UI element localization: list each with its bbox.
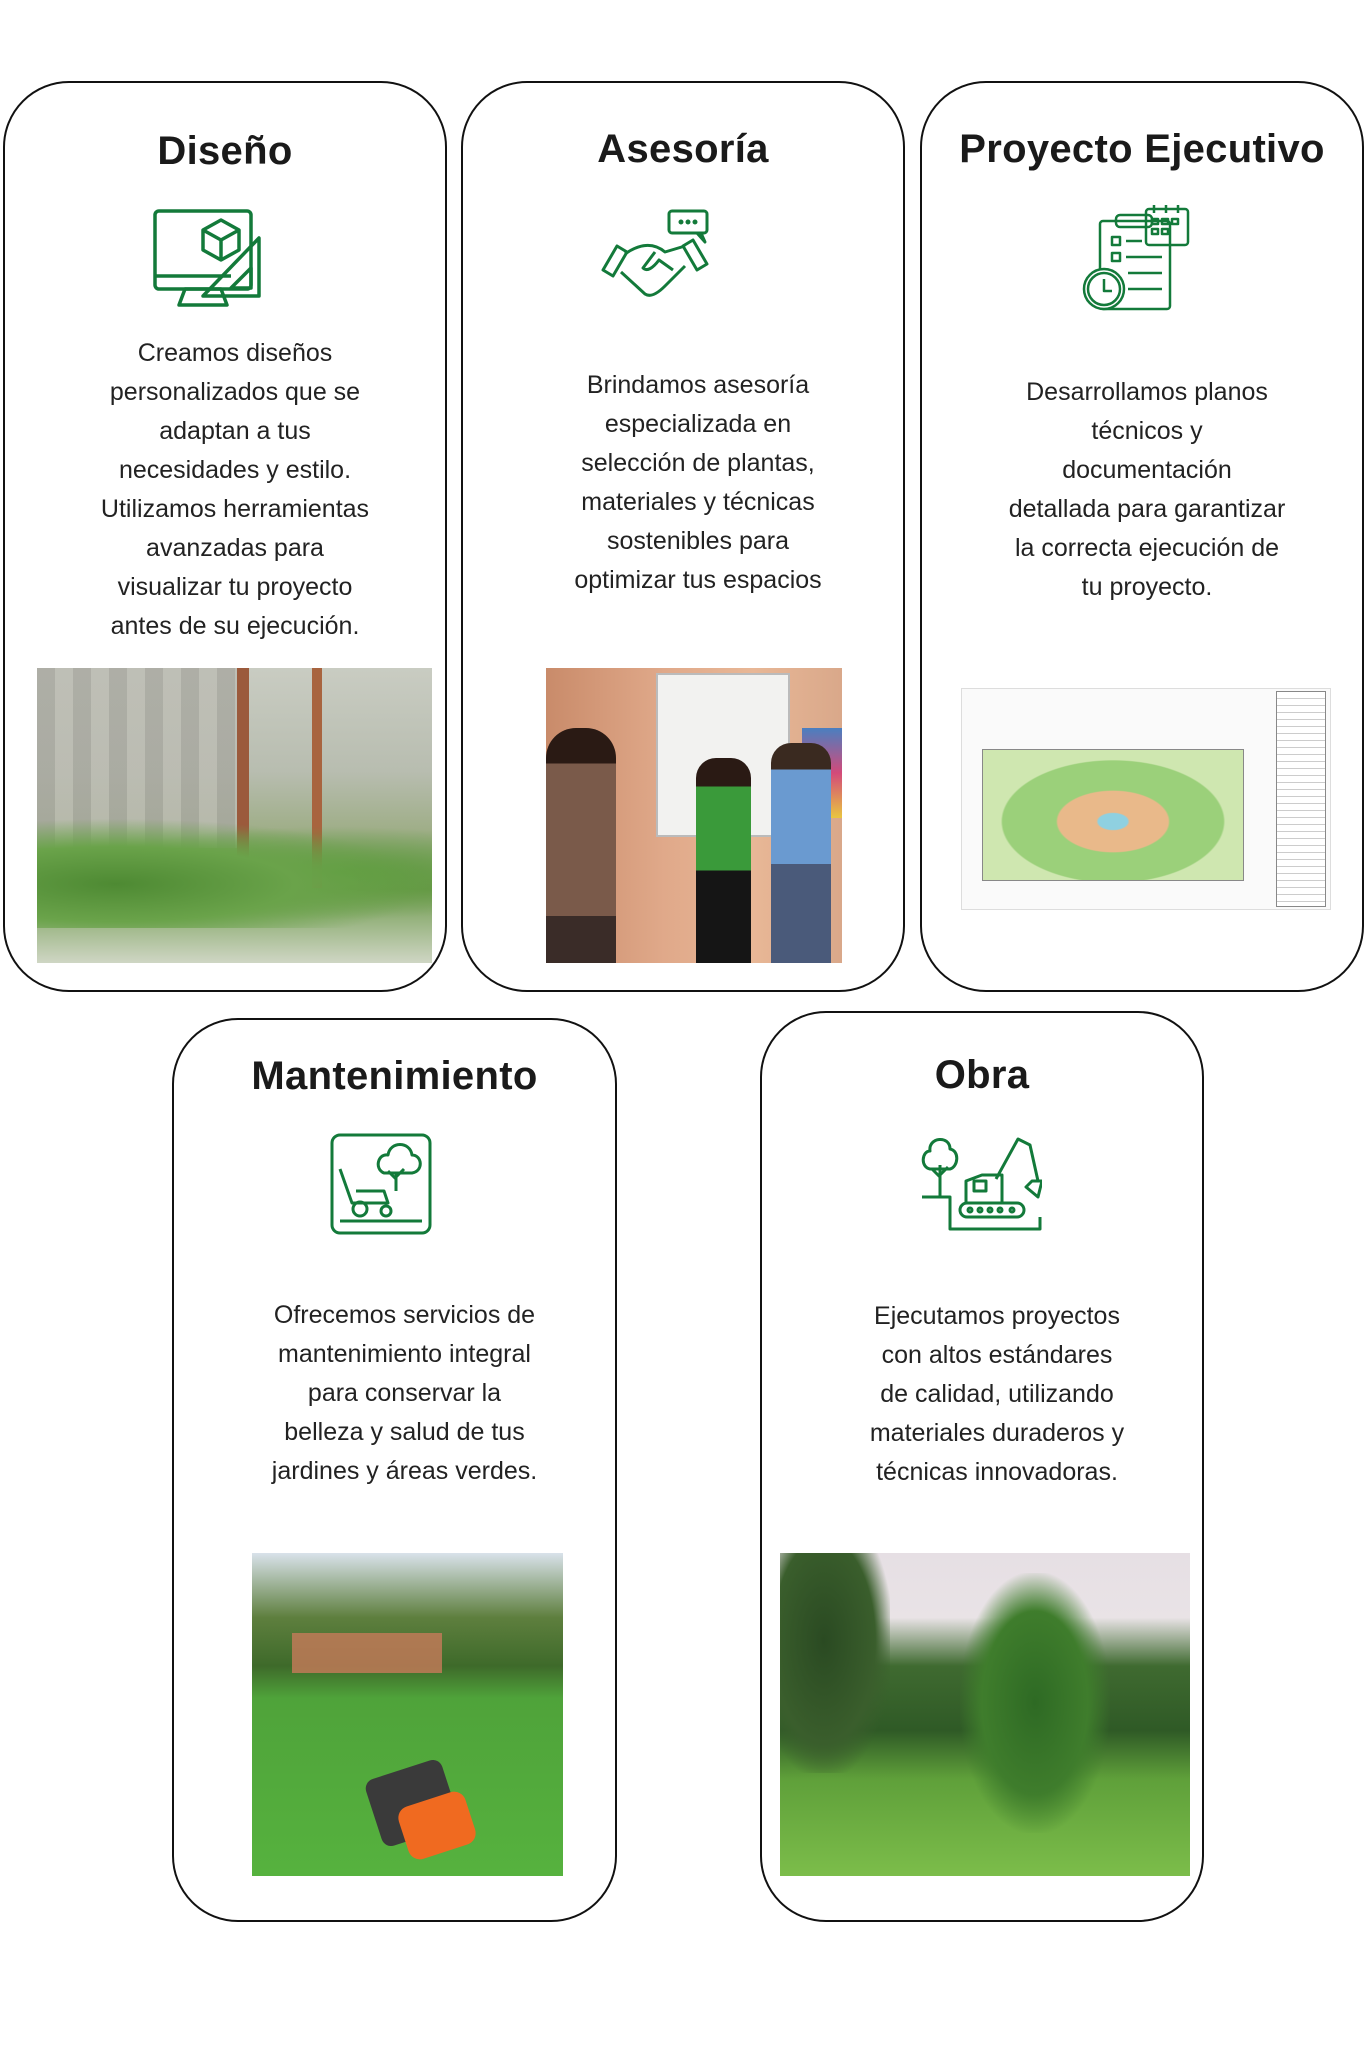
desc-line: técnicas innovadoras. bbox=[876, 1458, 1118, 1486]
desc-line: con altos estándares bbox=[881, 1341, 1113, 1369]
desc-line: materiales duraderos y bbox=[869, 1419, 1125, 1447]
desc-line: avanzadas para bbox=[146, 534, 324, 562]
card-description bbox=[35, 334, 435, 646]
desc-line: antes de su ejecución. bbox=[110, 612, 360, 640]
service-card-diseno bbox=[3, 81, 447, 992]
desc-line: personalizados que se bbox=[109, 378, 361, 406]
desc-line: Brindamos asesoría bbox=[586, 371, 810, 399]
finished-garden-image bbox=[780, 1553, 1190, 1876]
service-card-proyecto-ejecutivo bbox=[920, 81, 1364, 992]
desc-line: tu proyecto. bbox=[1081, 573, 1213, 601]
desc-line: especializada en bbox=[604, 410, 792, 438]
desc-line: necesidades y estilo. bbox=[118, 456, 352, 484]
clipboard-calendar-clock-icon bbox=[1082, 205, 1192, 313]
card-description bbox=[503, 366, 893, 600]
card-title: Diseño bbox=[157, 129, 293, 173]
desc-line: detallada para garantizar bbox=[1008, 495, 1286, 523]
card-title: Mantenimiento bbox=[251, 1054, 538, 1098]
landscape-plan-image bbox=[961, 688, 1331, 910]
desc-line: la correcta ejecución de bbox=[1014, 534, 1280, 562]
card-description bbox=[204, 1296, 605, 1491]
desc-line: materiales y técnicas bbox=[581, 488, 815, 516]
desc-line: Utilizamos herramientas bbox=[100, 495, 370, 523]
desc-line: visualizar tu proyecto bbox=[117, 573, 353, 601]
desc-line: documentación bbox=[1062, 456, 1232, 484]
desc-line: Ofrecemos servicios de bbox=[273, 1301, 536, 1329]
card-title: Proyecto Ejecutivo bbox=[959, 127, 1325, 171]
excavator-tree-icon bbox=[920, 1125, 1042, 1233]
consultation-meeting-image bbox=[546, 668, 842, 963]
desc-line: Desarrollamos planos bbox=[1026, 378, 1268, 406]
garden-watercolor-image bbox=[37, 668, 432, 963]
desc-line: para conservar la bbox=[307, 1379, 502, 1407]
monitor-cube-ruler-icon bbox=[151, 208, 263, 308]
desc-line: técnicos y bbox=[1091, 417, 1203, 445]
desc-line: selección de plantas, bbox=[581, 449, 815, 477]
card-description bbox=[802, 1297, 1192, 1492]
service-card-obra bbox=[760, 1011, 1204, 1922]
desc-line: de calidad, utilizando bbox=[880, 1380, 1114, 1408]
service-card-asesoria bbox=[461, 81, 905, 992]
desc-line: sostenibles para bbox=[606, 527, 790, 555]
card-description bbox=[942, 373, 1352, 607]
desc-line: belleza y salud de tus bbox=[284, 1418, 525, 1446]
card-title: Asesoría bbox=[597, 127, 769, 171]
desc-line: mantenimiento integral bbox=[278, 1340, 531, 1368]
desc-line: optimizar tus espacios bbox=[574, 566, 822, 594]
desc-line: adaptan a tus bbox=[159, 417, 311, 445]
service-card-mantenimiento bbox=[172, 1018, 617, 1922]
card-title: Obra bbox=[934, 1053, 1030, 1097]
lawnmower-tree-icon bbox=[330, 1133, 432, 1235]
desc-line: Ejecutamos proyectos bbox=[874, 1302, 1120, 1330]
lawnmower-garden-image bbox=[252, 1553, 563, 1876]
desc-line: jardines y áreas verdes. bbox=[271, 1457, 538, 1485]
handshake-chat-icon bbox=[599, 208, 711, 298]
desc-line: Creamos diseños bbox=[137, 339, 333, 367]
